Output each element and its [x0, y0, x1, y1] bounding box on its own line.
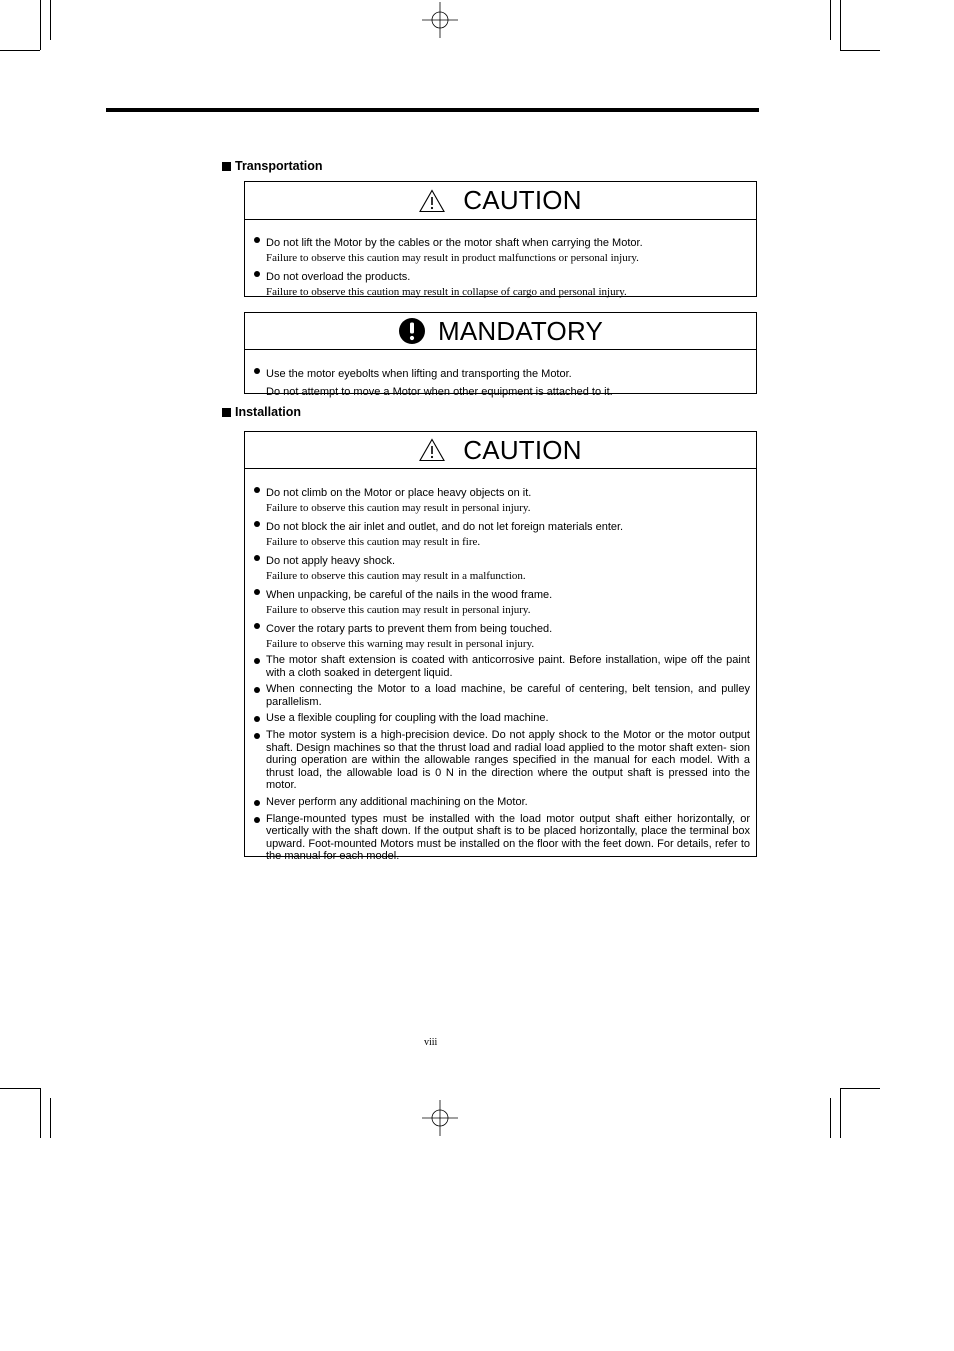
- caution-body: [245, 220, 756, 301]
- item-text: Do not overload the products.: [266, 271, 411, 283]
- item-note: Failure to observe this caution may result in personal injury.: [266, 502, 531, 514]
- bullet-icon: [254, 687, 260, 693]
- caution-body: [245, 469, 756, 865]
- item-text: Do not block the air inlet and outlet, and do not let foreign materials enter.: [266, 521, 624, 533]
- crop-mark: [830, 1098, 831, 1138]
- page-number: viii: [424, 1037, 438, 1048]
- bullet-icon: [254, 658, 260, 664]
- caution-header: [245, 182, 756, 220]
- item-text: Do not lift the Motor by the cables or the motor shaft when carrying the Motor.: [266, 237, 643, 249]
- bullet-icon: [254, 521, 260, 527]
- bullet-icon: [254, 589, 260, 595]
- mandatory-title: MANDATORY: [437, 315, 604, 346]
- mandatory-header: [245, 313, 756, 350]
- list-item: [253, 712, 750, 725]
- item-note: Failure to observe this caution may result in collapse of cargo and personal injury.: [266, 286, 627, 298]
- registration-mark-icon: [422, 1100, 458, 1136]
- crop-mark: [50, 1098, 51, 1138]
- section-title: Installation: [235, 405, 301, 419]
- list-item: [253, 483, 750, 515]
- list-item: [253, 619, 750, 651]
- item-note: Failure to observe this caution may result in fire.: [266, 536, 481, 548]
- bullet-icon: [254, 555, 260, 561]
- warning-triangle-icon: [419, 189, 445, 213]
- registration-mark-icon: [422, 2, 458, 38]
- crop-mark: [50, 0, 51, 40]
- item-text: Never perform any additional machining on the Motor.: [266, 795, 528, 808]
- item-text: Use a flexible coupling for coupling with the load machine.: [266, 712, 549, 725]
- item-text: When connecting the Motor to a load machine, be careful of centering, belt tension, and pulley parallelism.: [266, 683, 750, 708]
- warning-triangle-icon: [419, 438, 445, 462]
- section-heading-installation: [222, 405, 301, 419]
- crop-mark: [840, 50, 880, 51]
- list-item: [253, 654, 750, 679]
- mandatory-body: [245, 350, 756, 402]
- list-item: [253, 796, 750, 809]
- mandatory-box-transportation: [244, 312, 757, 398]
- caution-box-installation: [244, 431, 757, 863]
- item-text: Do not apply heavy shock.: [266, 555, 396, 567]
- list-item: [253, 683, 750, 708]
- header-rule: [106, 108, 759, 112]
- item-note: Failure to observe this caution may result in personal injury.: [266, 604, 531, 616]
- list-item: [253, 551, 750, 583]
- crop-mark: [40, 1088, 41, 1138]
- crop-mark: [840, 0, 841, 50]
- item-text: Do not climb on the Motor or place heavy objects on it.: [266, 487, 532, 499]
- item-text: When unpacking, be careful of the nails in the wood frame.: [266, 589, 553, 601]
- bullet-icon: [254, 368, 260, 374]
- item-note: Failure to observe this caution may result in a malfunction.: [266, 570, 526, 582]
- exclamation-circle-icon: [398, 317, 426, 345]
- bullet-icon: [254, 487, 260, 493]
- item-note: Failure to observe this caution may result in product malfunctions or personal injury.: [266, 252, 639, 264]
- section-title: Transportation: [235, 159, 323, 173]
- crop-mark: [40, 0, 41, 50]
- item-text: Flange-mounted types must be installed with the load motor output shaft either horizontally, or vertically with the shaft down. If the output shaft is to be placed horizontally, place the terminal box upward. Foot-mounted Motors must be installed on the floor with the feet down. For details, refer to the manual for each model.: [266, 812, 750, 863]
- section-heading-transportation: [222, 159, 323, 173]
- caution-title: CAUTION: [463, 185, 582, 215]
- list-item: [253, 517, 750, 549]
- square-bullet-icon: [222, 162, 231, 171]
- item-text: The motor shaft extension is coated with anticorrosive paint. Before installation, wipe off the paint with a cloth soaked in detergent liquid.: [266, 654, 750, 679]
- caution-title: CAUTION: [463, 434, 582, 465]
- list-item: [253, 364, 750, 400]
- square-bullet-icon: [222, 408, 231, 417]
- crop-mark: [0, 1088, 40, 1089]
- caution-box-transportation: [244, 181, 757, 297]
- bullet-icon: [254, 817, 260, 823]
- item-text: Use the motor eyebolts when lifting and transporting the Motor.: [266, 368, 572, 380]
- item-note: Failure to observe this warning may result in personal injury.: [266, 638, 535, 650]
- bullet-icon: [254, 800, 260, 806]
- crop-mark: [840, 1088, 880, 1089]
- list-item: [253, 813, 750, 863]
- item-text: The motor system is a high-precision device. Do not apply shock to the Motor or the motor output shaft. Design machines so that the thrust load and radial load applied to the motor shaft exten- sion during operation are within the allowable ranges specified in the manual for each model. With a thrust load, the allowable load is 0 N in the direction where the output shaft is pressed into the motor.: [266, 728, 750, 792]
- crop-mark: [0, 50, 40, 51]
- item-text: Do not attempt to move a Motor when other equipment is attached to it.: [266, 386, 613, 398]
- list-item: [253, 729, 750, 792]
- bullet-icon: [254, 716, 260, 722]
- crop-mark: [830, 0, 831, 40]
- list-item: [253, 585, 750, 617]
- bullet-icon: [254, 271, 260, 277]
- caution-header: [245, 432, 756, 469]
- list-item: [253, 267, 750, 299]
- bullet-icon: [254, 237, 260, 243]
- list-item: [253, 233, 750, 265]
- bullet-icon: [254, 733, 260, 739]
- crop-mark: [840, 1088, 841, 1138]
- bullet-icon: [254, 623, 260, 629]
- item-text: Cover the rotary parts to prevent them from being touched.: [266, 623, 553, 635]
